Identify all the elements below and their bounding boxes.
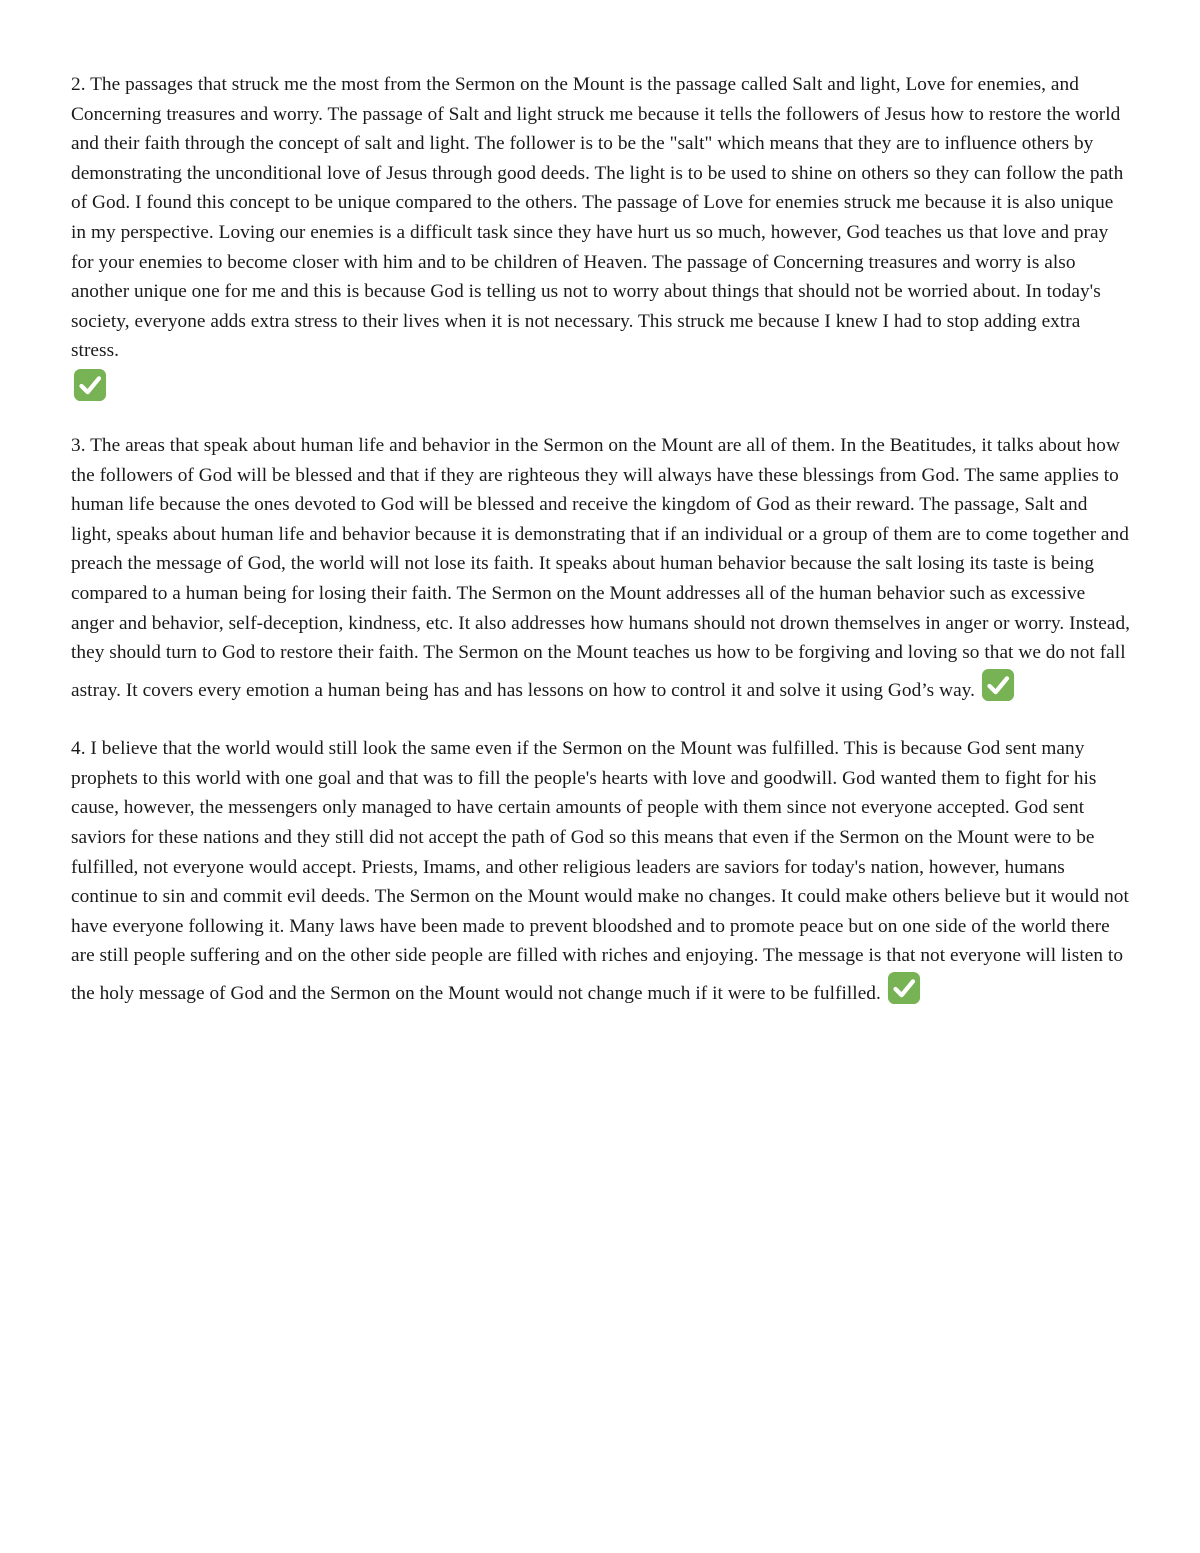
answer-2-paragraph: [71, 70, 1131, 402]
document-page: [71, 70, 1131, 1009]
white-check-mark-button-icon: [73, 368, 107, 402]
white-check-mark-button-icon: [887, 971, 921, 1005]
answer-3-text: 3. The areas that speak about human life and behavior in the Sermon on the Mount are all of them. In the Beatitudes, it talks about how the followers of God will be blessed and that if they are righteous they will always have these blessings from God. The same applies to human life because the ones devoted to God will be blessed and receive the kingdom of God as their reward. The passage, Salt and light, speaks about human life and behavior because it is demonstrating that if an individual or a group of them are to come together and preach the message of God, the world will not lose its faith. It speaks about human behavior because the salt losing its taste is being compared to a human being for losing their faith. The Sermon on the Mount addresses all of the human behavior such as excessive anger and behavior, self-deception, kindness, etc. It also addresses how humans should not drown themselves in anger or worry. Instead, they should turn to God to restore their faith. The Sermon on the Mount teaches us how to be forgiving and loving so that we do not fall astray. It covers every emotion a human being has and has lessons on how to control it and solve it using God’s way.: [71, 434, 1131, 701]
answer-4-paragraph: [71, 734, 1131, 1008]
answer-2-text: 2. The passages that struck me the most from the Sermon on the Mount is the passage called Salt and light, Love for enemies, and Concerning treasures and worry. The passage of Salt and light struck me because it tells the followers of Jesus how to restore the world and their faith through the concept of salt and light. The follower is to be the "salt" which means that they are to influence others by demonstrating the unconditional love of Jesus through good deeds. The light is to be used to shine on others so they can follow the path of God. I found this concept to be unique compared to the others. The passage of Love for enemies struck me because it is also unique in my perspective. Loving our enemies is a difficult task since they have hurt us so much, however, God teaches us that love and pray for your enemies to become closer with him and to be children of Heaven. The passage of Concerning treasures and worry is also another unique one for me and this is because God is telling us not to worry about things that should not be worried about. In today's society, everyone adds extra stress to their lives when it is not necessary. This struck me because I knew I had to stop adding extra stress.: [71, 74, 1124, 362]
white-check-mark-button-icon: [981, 668, 1015, 702]
answer-4-text: 4. I believe that the world would still look the same even if the Sermon on the Mount was fulfilled. This is because God sent many prophets to this world with one goal and that was to fill the people's hearts with love and goodwill. God wanted them to fight for his cause, however, the messengers only managed to have certain amounts of people with them since not everyone accepted. God sent saviors for these nations and they still did not accept the path of God so this means that even if the Sermon on the Mount were to be fulfilled, not everyone would accept. Priests, Imams, and other religious leaders are saviors for today's nation, however, humans continue to sin and commit evil deeds. The Sermon on the Mount would make no changes. It could make others believe but it would not have everyone following it. Many laws have been made to prevent bloodshed and to promote peace but on one side of the world there are still people suffering and on the other side people are filled with riches and enjoying. The message is that not everyone will listen to the holy message of God and the Sermon on the Mount would not change much if it were to be fulfilled.: [71, 738, 1129, 1005]
answer-3-paragraph: [71, 431, 1131, 705]
